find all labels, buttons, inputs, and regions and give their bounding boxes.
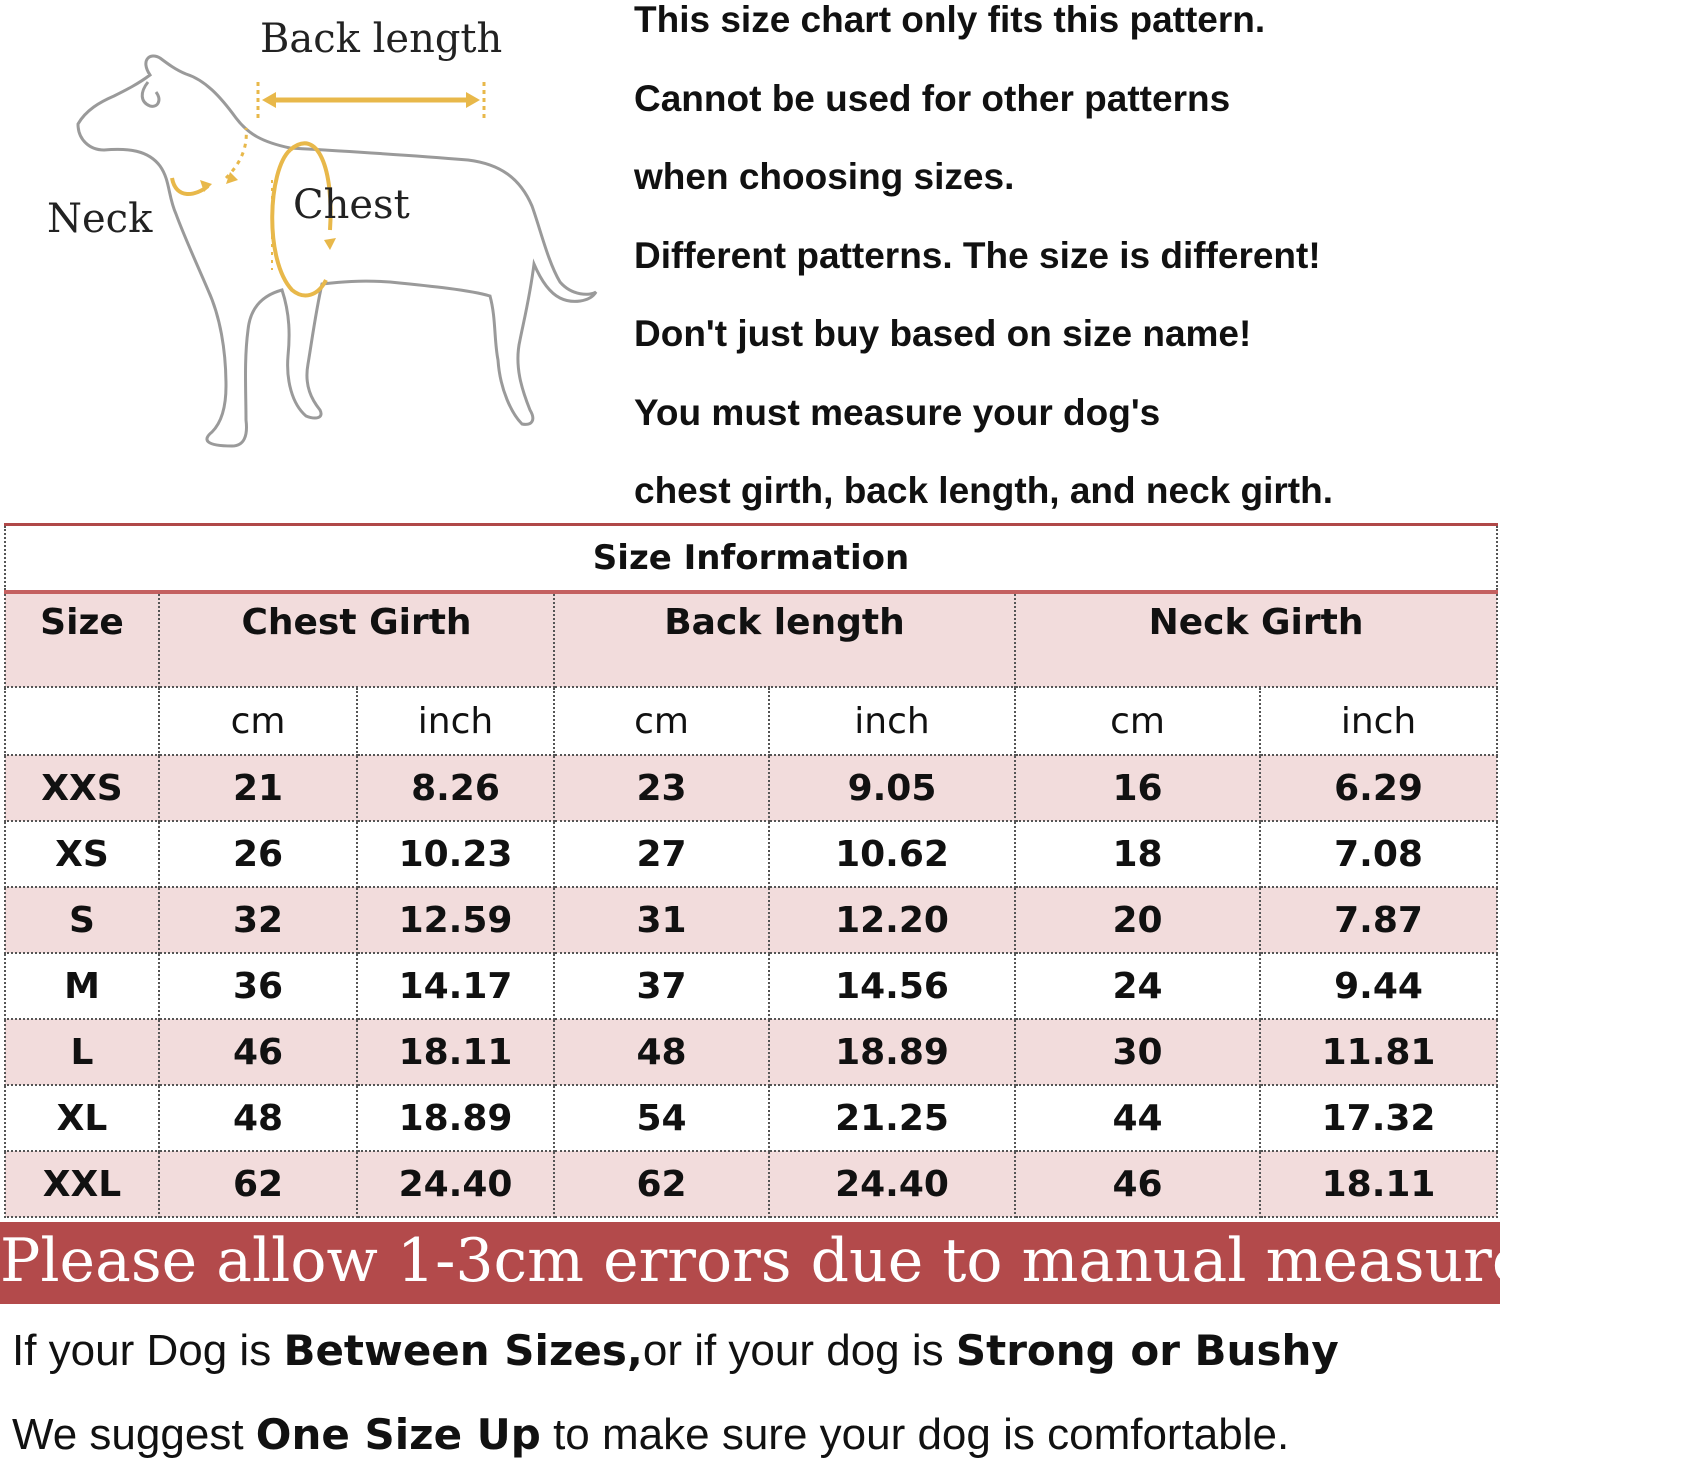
footer-line-1-a: If your Dog is bbox=[12, 1326, 284, 1375]
table-title: Size Information bbox=[5, 525, 1497, 593]
table-row bbox=[5, 1151, 1497, 1217]
unit-cell: inch bbox=[1260, 687, 1497, 755]
value-cell: 8.26 bbox=[357, 755, 554, 821]
value-cell: 10.23 bbox=[357, 821, 554, 887]
value-cell: 14.56 bbox=[769, 953, 1015, 1019]
unit-cell: cm bbox=[554, 687, 769, 755]
value-cell: 31 bbox=[554, 887, 769, 953]
value-cell: 11.81 bbox=[1260, 1019, 1497, 1085]
value-cell: 14.17 bbox=[357, 953, 554, 1019]
size-cell: XL bbox=[5, 1085, 159, 1151]
chest-label: Chest bbox=[293, 182, 410, 228]
value-cell: 24.40 bbox=[357, 1151, 554, 1217]
note-line-5: Don't just buy based on size name! bbox=[634, 313, 1252, 354]
value-cell: 16 bbox=[1015, 755, 1260, 821]
chest-arrow-icon bbox=[324, 238, 336, 250]
value-cell: 17.32 bbox=[1260, 1085, 1497, 1151]
measurement-error-banner bbox=[0, 1222, 1683, 1304]
value-cell: 32 bbox=[159, 887, 357, 953]
value-cell: 9.44 bbox=[1260, 953, 1497, 1019]
table-row bbox=[5, 821, 1497, 887]
footer-line-1-d: Strong or Bushy bbox=[955, 1326, 1339, 1375]
value-cell: 20 bbox=[1015, 887, 1260, 953]
value-cell: 10.62 bbox=[769, 821, 1015, 887]
value-cell: 48 bbox=[554, 1019, 769, 1085]
value-cell: 24 bbox=[1015, 953, 1260, 1019]
table-row bbox=[5, 887, 1497, 953]
unit-cell: inch bbox=[769, 687, 1015, 755]
note-line-7: chest girth, back length, and neck girth. bbox=[634, 470, 1334, 511]
table-row bbox=[5, 1085, 1497, 1151]
value-cell: 7.87 bbox=[1260, 887, 1497, 953]
value-cell: 48 bbox=[159, 1085, 357, 1151]
table-row bbox=[5, 953, 1497, 1019]
value-cell: 18.11 bbox=[357, 1019, 554, 1085]
banner-text: Please allow 1-3cm errors due to manual measurement bbox=[0, 1226, 1683, 1296]
note-line-6: You must measure your dog's bbox=[634, 391, 1161, 433]
size-table bbox=[4, 523, 1498, 1218]
value-cell: 7.08 bbox=[1260, 821, 1497, 887]
unit-cell: inch bbox=[357, 687, 554, 755]
note-line-4: Different patterns. The size is different! bbox=[634, 234, 1321, 276]
value-cell: 23 bbox=[554, 755, 769, 821]
header-back-length: Back length bbox=[554, 592, 1015, 687]
header-neck-girth: Neck Girth bbox=[1015, 592, 1497, 687]
note-line-1: This size chart only fits this pattern. bbox=[634, 0, 1266, 40]
value-cell: 18.89 bbox=[357, 1085, 554, 1151]
value-cell: 26 bbox=[159, 821, 357, 887]
value-cell: 24.40 bbox=[769, 1151, 1015, 1217]
unit-cell: cm bbox=[159, 687, 357, 755]
footer-line-2-a: We suggest bbox=[12, 1410, 256, 1459]
note-line-2: Cannot be used for other patterns bbox=[634, 77, 1231, 119]
header-size: Size bbox=[5, 592, 159, 687]
size-cell: XXS bbox=[5, 755, 159, 821]
unit-cell: cm bbox=[1015, 687, 1260, 755]
value-cell: 18.89 bbox=[769, 1019, 1015, 1085]
value-cell: 12.20 bbox=[769, 887, 1015, 953]
value-cell: 62 bbox=[159, 1151, 357, 1217]
note-line-3: when choosing sizes. bbox=[634, 156, 1015, 197]
value-cell: 37 bbox=[554, 953, 769, 1019]
size-cell: M bbox=[5, 953, 159, 1019]
dog-outline bbox=[78, 56, 596, 446]
value-cell: 36 bbox=[159, 953, 357, 1019]
footer-line-2-c: to make sure your dog is comfortable. bbox=[540, 1410, 1290, 1459]
back-length-label: Back length bbox=[260, 16, 503, 62]
arrow-left-icon bbox=[262, 92, 276, 108]
value-cell: 12.59 bbox=[357, 887, 554, 953]
arrow-right-icon bbox=[466, 92, 480, 108]
size-cell: L bbox=[5, 1019, 159, 1085]
neck-dashed-loop bbox=[226, 128, 246, 178]
value-cell: 21.25 bbox=[769, 1085, 1015, 1151]
value-cell: 27 bbox=[554, 821, 769, 887]
footer-line-2-b: One Size Up bbox=[255, 1410, 541, 1459]
value-cell: 44 bbox=[1015, 1085, 1260, 1151]
value-cell: 62 bbox=[554, 1151, 769, 1217]
value-cell: 30 bbox=[1015, 1019, 1260, 1085]
value-cell: 46 bbox=[1015, 1151, 1260, 1217]
footer-line-1 bbox=[12, 1326, 1339, 1376]
value-cell: 21 bbox=[159, 755, 357, 821]
size-cell: XS bbox=[5, 821, 159, 887]
footer-line-1-c: or if your dog is bbox=[642, 1326, 956, 1375]
table-row bbox=[5, 755, 1497, 821]
value-cell: 9.05 bbox=[769, 755, 1015, 821]
table-row bbox=[5, 1019, 1497, 1085]
footer-line-2 bbox=[12, 1410, 1289, 1460]
dog-ear bbox=[142, 82, 159, 106]
neck-label: Neck bbox=[47, 196, 153, 242]
value-cell: 18 bbox=[1015, 821, 1260, 887]
header-chest-girth: Chest Girth bbox=[159, 592, 554, 687]
dog-measurement-diagram bbox=[0, 0, 620, 470]
value-cell: 54 bbox=[554, 1085, 769, 1151]
footer-line-1-b: Between Sizes, bbox=[283, 1326, 643, 1375]
sizing-notes bbox=[634, 0, 1500, 550]
value-cell: 18.11 bbox=[1260, 1151, 1497, 1217]
size-cell: S bbox=[5, 887, 159, 953]
units-blank bbox=[5, 687, 159, 755]
size-cell: XXL bbox=[5, 1151, 159, 1217]
value-cell: 6.29 bbox=[1260, 755, 1497, 821]
value-cell: 46 bbox=[159, 1019, 357, 1085]
